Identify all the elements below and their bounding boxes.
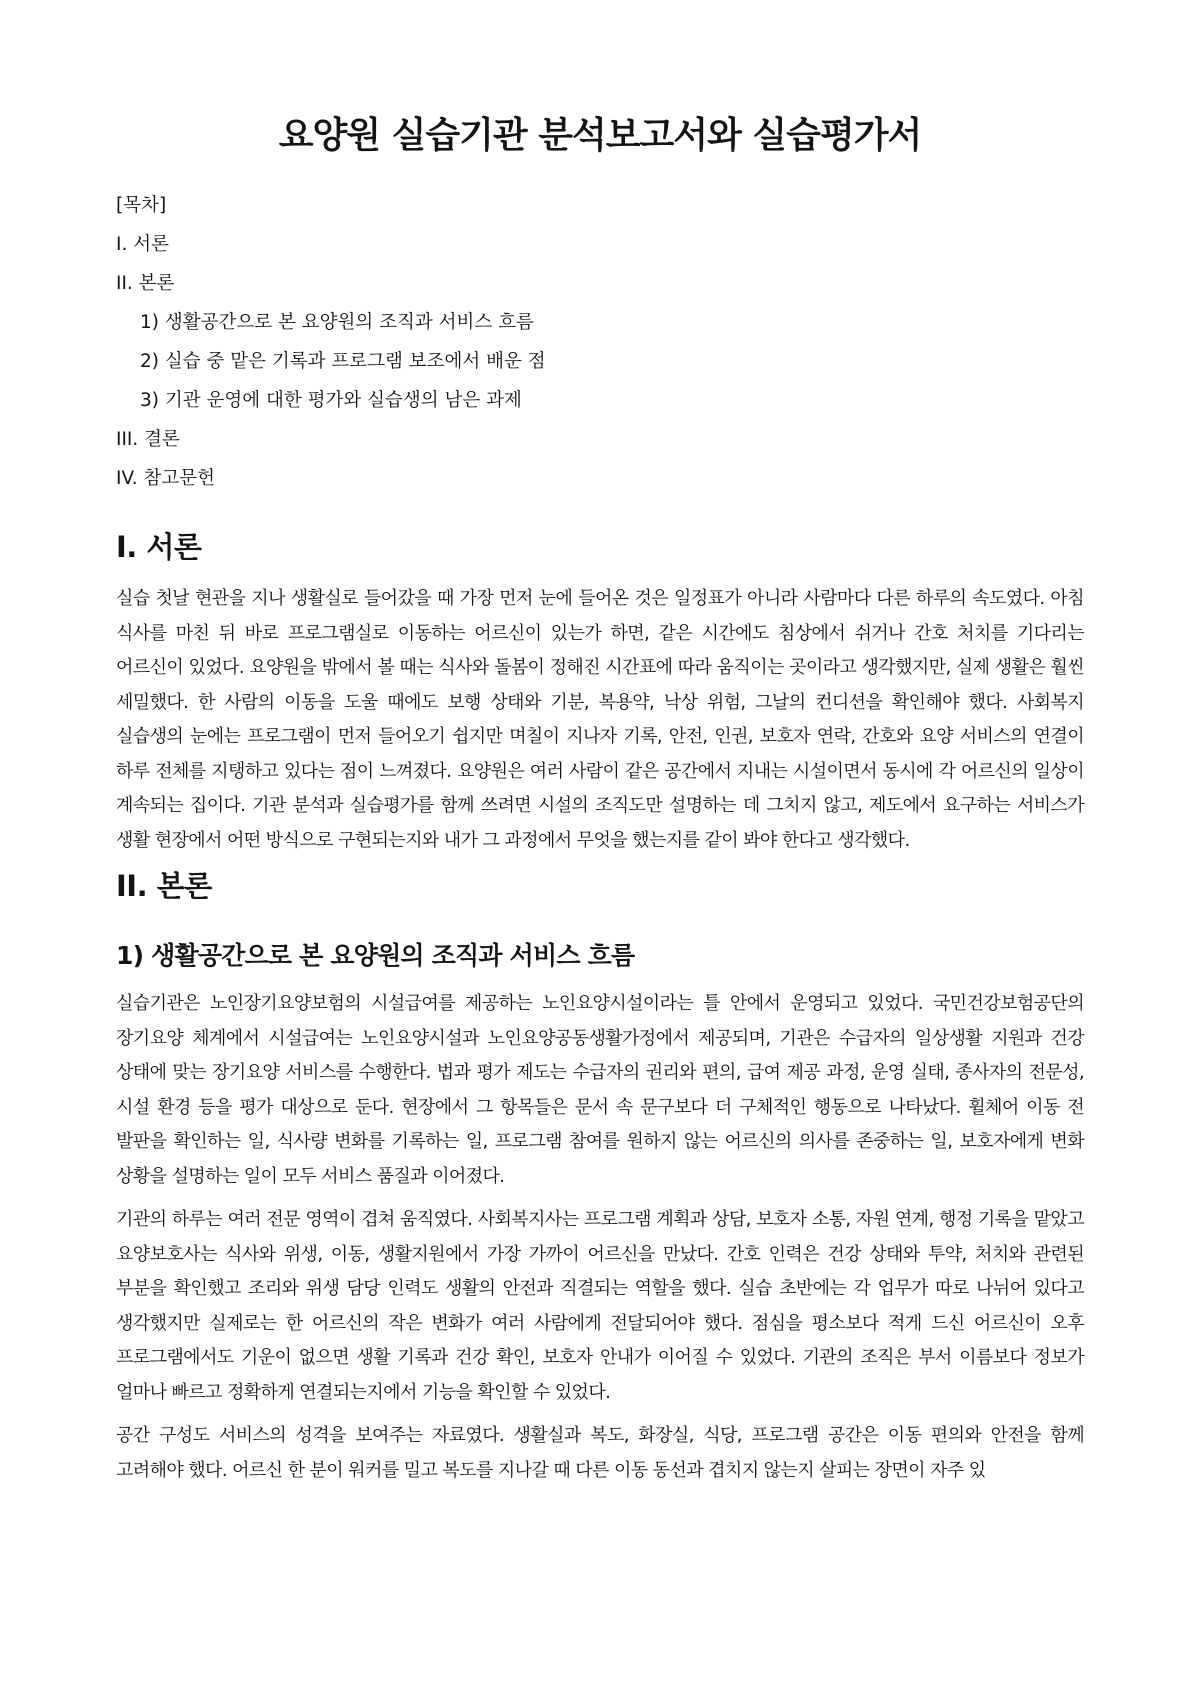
toc-subitem: 1) 생활공간으로 본 요양원의 조직과 서비스 흐름 (140, 312, 534, 333)
toc-subitem: 2) 실습 중 맡은 기록과 프로그램 보조에서 배운 점 (140, 351, 546, 372)
table-of-contents (116, 186, 1084, 498)
body-paragraph: 실습기관은 노인장기요양보험의 시설급여를 제공하는 노인요양시설이라는 틀 안에서 운영되고 있었다. 국민건강보험공단의 장기요양 체계에서 시설급여는 노인요양시설과 노인요양공동생활가정에서 제공되며, 기관은 수급자의 일상생활 지원과 건강 상태에 맞는 장기요양 서비스를 수행한다. 법과 평가 제도는 수급자의 권리와 편의, 급여 제공 과정, 운영 실태, 종사자의 전문성, 시설 환경 등을 평가 대상으로 둔다. 현장에서 그 항목들은 문서 속 문구보다 더 구체적인 행동으로 나타났다. 휠체어 이동 전 발판을 확인하는 일, 식사량 변화를 기록하는 일, 프로그램 참여를 원하지 않는 어르신의 의사를 존중하는 일, 보호자에게 변화 상황을 설명하는 일이 모두 서비스 품질과 이어졌다. (116, 993, 1084, 1187)
toc-item: II. 본론 (116, 273, 175, 294)
body-paragraph: 공간 구성도 서비스의 성격을 보여주는 자료였다. 생활실과 복도, 화장실, 식당, 프로그램 공간은 이동 편의와 안전을 함께 고려해야 했다. 어르신 한 분이 워커를 밀고 복도를 지나갈 때 다른 이동 동선과 겹치지 않는지 살피는 장면이 자주 있 (116, 1425, 1084, 1481)
toc-item: I. 서론 (116, 234, 169, 255)
toc-item: III. 결론 (116, 429, 180, 450)
body-heading: II. 본론 (116, 869, 212, 903)
toc-subitem: 3) 기관 운영에 대한 평가와 실습생의 남은 과제 (140, 390, 522, 411)
intro-heading: I. 서론 (116, 530, 202, 564)
body-section (116, 867, 1084, 1488)
document-title: 요양원 실습기관 분석보고서와 실습평가서 (278, 115, 922, 156)
toc-heading: [목차] (116, 195, 167, 216)
body-paragraph: 기관의 하루는 여러 전문 영역이 겹쳐 움직였다. 사회복지사는 프로그램 계획과 상담, 보호자 소통, 자원 연계, 행정 기록을 맡았고 요양보호사는 식사와 위생, 이동, 생활지원에서 가장 가까이 어르신을 만났다. 간호 인력은 건강 상태와 투약, 처치와 관련된 부분을 확인했고 조리와 위생 담당 인력도 생활의 안전과 직결되는 역할을 했다. 실습 초반에는 각 업무가 따로 나뉘어 있다고 생각했지만 실제로는 한 어르신의 작은 변화가 여러 사람에게 전달되어야 했다. 점심을 평소보다 적게 드신 어르신이 오후 프로그램에서도 기운이 없으면 생활 기록과 건강 확인, 보호자 안내가 이어질 수 있었다. 기관의 조직은 부서 이름보다 정보가 얼마나 빠르고 정확하게 연결되는지에서 기능을 확인할 수 있었다. (116, 1209, 1084, 1403)
subsection-heading: 1) 생활공간으로 본 요양원의 조직과 서비스 흐름 (116, 941, 635, 970)
document-page (116, 112, 1084, 1497)
intro-section (116, 528, 1084, 858)
toc-item: IV. 참고문헌 (116, 468, 215, 489)
intro-paragraph: 실습 첫날 현관을 지나 생활실로 들어갔을 때 가장 먼저 눈에 들어온 것은 일정표가 아니라 사람마다 다른 하루의 속도였다. 아침 식사를 마친 뒤 바로 프로그램실로 이동하는 어르신이 있는가 하면, 같은 시간에도 침상에서 쉬거나 간호 처치를 기다리는 어르신이 있었다. 요양원을 밖에서 볼 때는 식사와 돌봄이 정해진 시간표에 따라 움직이는 곳이라고 생각했지만, 실제 생활은 훨씬 세밀했다. 한 사람의 이동을 도울 때에도 보행 상태와 기분, 복용약, 낙상 위험, 그날의 컨디션을 확인해야 했다. 사회복지 실습생의 눈에는 프로그램이 먼저 들어오기 쉽지만 며칠이 지나자 기록, 안전, 인권, 보호자 연락, 간호와 요양 서비스의 연결이 하루 전체를 지탱하고 있다는 점이 느껴졌다. 요양원은 여러 사람이 같은 공간에서 지내는 시설이면서 동시에 각 어르신의 일상이 계속되는 집이다. 기관 분석과 실습평가를 함께 쓰려면 시설의 조직도만 설명하는 데 그치지 않고, 제도에서 요구하는 서비스가 생활 현장에서 어떤 방식으로 구현되는지와 내가 그 과정에서 무엇을 했는지를 같이 봐야 한다고 생각했다. (116, 588, 1084, 851)
